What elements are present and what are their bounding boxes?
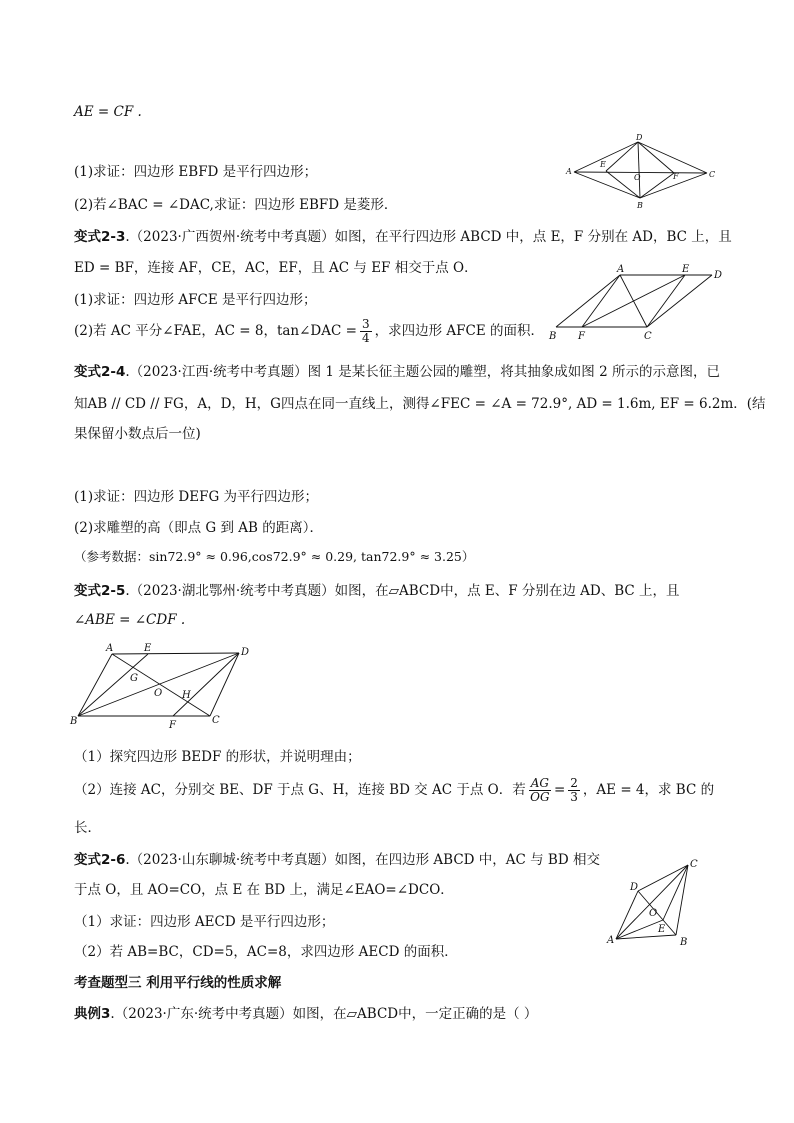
fraction-denominator: OG bbox=[530, 790, 550, 804]
label-d: D bbox=[241, 647, 250, 658]
label-e: E bbox=[144, 643, 152, 654]
variant-2-3-q2 bbox=[74, 318, 544, 345]
label-c: C bbox=[644, 331, 652, 342]
variant-label: 变式2-5 bbox=[74, 583, 126, 599]
variant-2-4-line2: 知AB // CD // FG，A，D，H，G四点在同一直线上，测得∠FEC = ∠A = 72.9°, AD = 1.6m, EF = 6.2m．(结 bbox=[74, 396, 766, 412]
label-h: H bbox=[182, 690, 191, 701]
variant-text: .（2023·广西贺州·统考中考真题）如图，在平行四边形 ABCD 中，点 E，F 分别在 AD，BC 上，且 bbox=[125, 229, 732, 245]
label-a: A bbox=[106, 643, 114, 654]
fraction-numerator: AG bbox=[530, 776, 549, 790]
example-text: .（2023·广东·统考中考真题）如图，在▱ABCD中，一定正确的是（ ） bbox=[110, 1006, 538, 1022]
fraction-2-3 bbox=[568, 777, 580, 804]
variant-2-4-heading bbox=[74, 362, 720, 382]
q2-text-end: ，AE = 4，求 BC 的 bbox=[582, 782, 715, 798]
variant-2-3-q1: (1)求证：四边形 AFCE 是平行四边形； bbox=[74, 292, 317, 308]
reference-data: （参考数据：sin72.9° ≈ 0.96,cos72.9° ≈ 0.29, tan72.9° ≈ 3.25） bbox=[74, 549, 475, 564]
label-b: B bbox=[680, 937, 688, 948]
variant-2-4-line3: 果保留小数点后一位) bbox=[74, 426, 201, 442]
label-d: D bbox=[714, 270, 723, 281]
question-1-prove-parallelogram: (1)求证：四边形 EBFD 是平行四边形； bbox=[74, 164, 318, 180]
fraction-numerator: 3 bbox=[361, 317, 370, 331]
label-b: B bbox=[549, 331, 557, 342]
q2-text-end: ，求四边形 AFCE 的面积． bbox=[374, 323, 544, 339]
example-label: 典例3 bbox=[74, 1006, 111, 1022]
question-2-prove-rhombus: (2)若∠BAC = ∠DAC,求证：四边形 EBFD 是菱形． bbox=[74, 197, 398, 213]
label-a: A bbox=[617, 264, 625, 275]
variant-2-6-line2: 于点 O，且 AO=CO，点 E 在 BD 上，满足∠EAO=∠DCO． bbox=[74, 882, 454, 898]
fraction-numerator: 2 bbox=[570, 776, 578, 790]
label-a: A bbox=[607, 935, 615, 946]
label-b: B bbox=[70, 716, 78, 727]
label-c: C bbox=[709, 170, 716, 179]
figure-parallelogram-afce bbox=[540, 263, 730, 343]
variant-2-6-q2: （2）若 AB=BC，CD=5，AC=8，求四边形 AECD 的面积． bbox=[74, 944, 458, 960]
q2-text-start: (2)若 AC 平分∠FAE，AC = 8，tan∠DAC = bbox=[74, 323, 357, 339]
q2-text-start: （2）连接 AC，分别交 BE、DF 于点 G、H，连接 BD 交 AC 于点 O．若 bbox=[74, 782, 526, 798]
variant-2-5-angle-condition: ∠ABE = ∠CDF . bbox=[74, 612, 186, 628]
label-g: G bbox=[130, 673, 138, 684]
label-c: C bbox=[212, 715, 220, 726]
variant-label: 变式2-4 bbox=[74, 364, 126, 380]
label-d: D bbox=[630, 882, 639, 893]
label-f: F bbox=[578, 331, 585, 342]
figure-quadrilateral-aecd bbox=[600, 855, 710, 950]
variant-2-6-q1: （1）求证：四边形 AECD 是平行四边形； bbox=[74, 914, 335, 930]
variant-2-3-line2: ED = BF，连接 AF，CE，AC，EF，且 AC 与 EF 相交于点 O． bbox=[74, 260, 478, 276]
equals-sign: = bbox=[553, 782, 566, 798]
label-o: O bbox=[649, 908, 658, 919]
variant-2-5-q1: （1）探究四边形 BEDF 的形状，并说明理由； bbox=[74, 749, 361, 765]
label-f: F bbox=[169, 720, 176, 731]
label-o: O bbox=[154, 688, 163, 699]
variant-2-6-heading bbox=[74, 850, 600, 870]
variant-label: 变式2-3 bbox=[74, 229, 126, 245]
variant-text: .（2023·江西·统考中考真题）图 1 是某长征主题公园的雕塑，将其抽象成如图 2 所示的示意图，已 bbox=[125, 364, 720, 380]
variant-2-4-q1: (1)求证：四边形 DEFG 为平行四边形； bbox=[74, 489, 319, 505]
label-e: E bbox=[658, 924, 666, 935]
fraction-3-4 bbox=[360, 318, 372, 345]
fraction-denominator: 4 bbox=[361, 331, 370, 345]
label-f: F bbox=[673, 172, 679, 181]
figure-rhombus-ebfd bbox=[562, 132, 722, 210]
variant-2-3-heading bbox=[74, 227, 732, 247]
label-o: O bbox=[634, 173, 641, 182]
example-3-heading bbox=[74, 1004, 537, 1024]
variant-2-5-heading bbox=[74, 581, 680, 601]
label-b: B bbox=[637, 201, 643, 210]
label-e: E bbox=[682, 264, 690, 275]
label-a: A bbox=[566, 167, 572, 176]
variant-label: 变式2-6 bbox=[74, 852, 126, 868]
fraction-ag-og bbox=[529, 777, 551, 804]
label-c: C bbox=[690, 859, 698, 870]
variant-text: .（2023·山东聊城·统考中考真题）如图，在四边形 ABCD 中，AC 与 BD 相交 bbox=[125, 852, 600, 868]
label-d: D bbox=[636, 133, 643, 142]
variant-2-5-q2-cont: 长． bbox=[74, 820, 101, 836]
variant-text: .（2023·湖北鄂州·统考中考真题）如图，在▱ABCD中，点 E、F 分别在边 AD、BC 上，且 bbox=[125, 583, 680, 599]
figure-parallelogram-bedf bbox=[66, 640, 256, 732]
variant-2-4-q2: (2)求雕塑的高（即点 G 到 AB 的距离）． bbox=[74, 520, 323, 536]
fraction-denominator: 3 bbox=[570, 790, 578, 804]
variant-2-5-q2 bbox=[74, 777, 714, 804]
section-heading-type-3: 考查题型三 利用平行线的性质求解 bbox=[74, 975, 282, 991]
line-ae-eq-cf: AE = CF . bbox=[74, 104, 142, 120]
label-e: E bbox=[600, 160, 606, 169]
